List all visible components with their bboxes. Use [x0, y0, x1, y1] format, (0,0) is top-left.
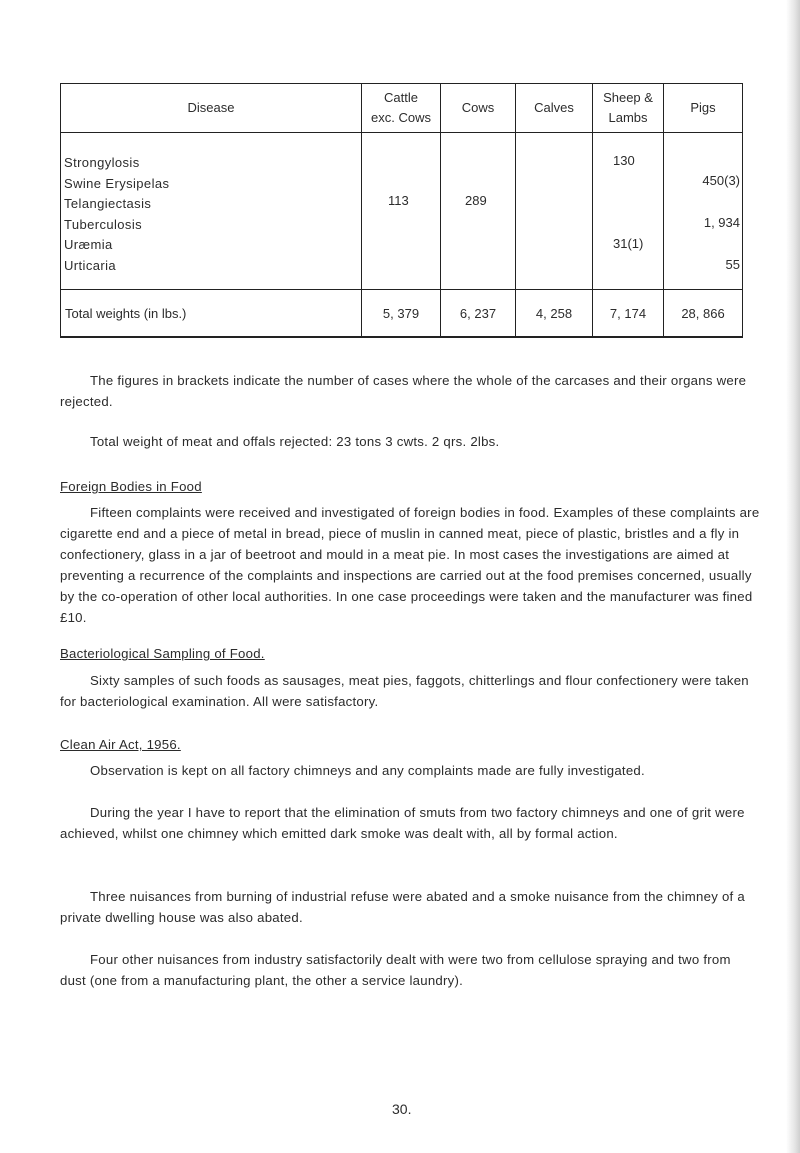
- header-sheep: [593, 84, 664, 133]
- smuts-grit-paragraph: During the year I have to report that the elimination of smuts from two factory chimneys and one of grit were achieved, whilst one chimney which emitted dark smoke was dealt with, all by formal action.: [60, 805, 745, 841]
- table-header-row: [61, 84, 743, 133]
- uraemia-sheep-value: 31(1): [613, 236, 644, 251]
- header-cattle-line1: Cattle: [384, 90, 418, 105]
- telangiectasis-cows-value: 289: [465, 193, 487, 208]
- strongylosis-sheep-value: 130: [613, 153, 635, 168]
- calves-values-cell: [516, 133, 593, 290]
- total-cattle: 5, 379: [362, 290, 441, 338]
- clean-air-observation: Observation is kept on all factory chimneys and any complaints made are fully investigated.: [90, 763, 645, 778]
- total-calves: 4, 258: [516, 290, 593, 338]
- heading-foreign-bodies: Foreign Bodies in Food: [60, 479, 202, 494]
- page-edge-shadow: [786, 0, 800, 1153]
- cattle-values-cell: [362, 133, 441, 290]
- tuberculosis-pigs-value: 1, 934: [703, 215, 740, 230]
- total-pigs: 28, 866: [664, 290, 743, 338]
- foreign-bodies-paragraph: Fifteen complaints were received and investigated of foreign bodies in food. Examples of these complaints are cigarette end and a piece of metal in bread, piece of muslin in canned meat, piece of plastic, bristles and a fly in confectionery, glass in a jar of beetroot and mould in a meat pie. In most cases the investigations are aimed at preventing a recurrence of the complaints and inspections are carried out at the food premises concerned, usually by the co-operation of other local authorities. In one case proceedings were taken and the manufacturer was fined £10.: [60, 505, 760, 625]
- disease-item: Swine Erysipelas: [64, 175, 170, 191]
- urticaria-pigs-value: 55: [725, 257, 740, 272]
- page-number: 30.: [392, 1101, 412, 1117]
- pigs-values-cell: [664, 133, 743, 290]
- header-pigs: Pigs: [664, 84, 743, 133]
- disease-item: Uræmia: [64, 237, 113, 253]
- header-sheep-line1: Sheep &: [603, 90, 653, 105]
- brackets-note: The figures in brackets indicate the number of cases where the whole of the carcases and their organs were rejected.: [60, 373, 747, 409]
- telangiectasis-cattle-value: 113: [388, 193, 409, 208]
- table-total-row: [61, 290, 743, 338]
- refuse-nuisances-paragraph: Three nuisances from burning of industrial refuse were abated and a smoke nuisance from the chimney of a private dwelling house was also abated.: [60, 889, 745, 925]
- swine-erysipelas-pigs-value: 450(3): [702, 173, 740, 188]
- cows-values-cell: [441, 133, 516, 290]
- total-label: Total weights (in lbs.): [61, 290, 362, 338]
- disease-item: Strongylosis: [64, 155, 140, 170]
- header-cows: Cows: [441, 84, 516, 133]
- header-calves: Calves: [516, 84, 593, 133]
- disease-item: Tuberculosis: [64, 216, 143, 232]
- header-disease: Disease: [61, 84, 362, 133]
- heading-clean-air-act: Clean Air Act, 1956.: [60, 737, 181, 752]
- header-cattle-line2: exc. Cows: [371, 110, 431, 125]
- sheep-values-cell: [593, 133, 664, 290]
- disease-item: Urticaria: [64, 257, 116, 273]
- header-cattle: [362, 84, 441, 133]
- bacteriological-paragraph: Sixty samples of such foods as sausages, meat pies, faggots, chitterlings and flour confectionery were taken for bacteriological examination. All were satisfactory.: [60, 673, 749, 709]
- industry-nuisances-paragraph: Four other nuisances from industry satisfactorily dealt with were two from cellulose spraying and two from dust (one from a manufacturing plant, the other a service laundry).: [60, 952, 731, 988]
- disease-item: Telangiectasis: [64, 196, 152, 212]
- heading-bacteriological-sampling: Bacteriological Sampling of Food.: [60, 646, 265, 661]
- rejected-meat-table: [60, 83, 743, 338]
- disease-list: [61, 133, 361, 277]
- total-weight-rejected: Total weight of meat and offals rejected: 23 tons 3 cwts. 2 qrs. 2lbs.: [90, 434, 500, 449]
- total-sheep: 7, 174: [593, 290, 664, 338]
- table-body-row: [61, 133, 743, 290]
- disease-list-cell: [61, 133, 362, 290]
- total-cows: 6, 237: [441, 290, 516, 338]
- header-sheep-line2: Lambs: [608, 110, 648, 125]
